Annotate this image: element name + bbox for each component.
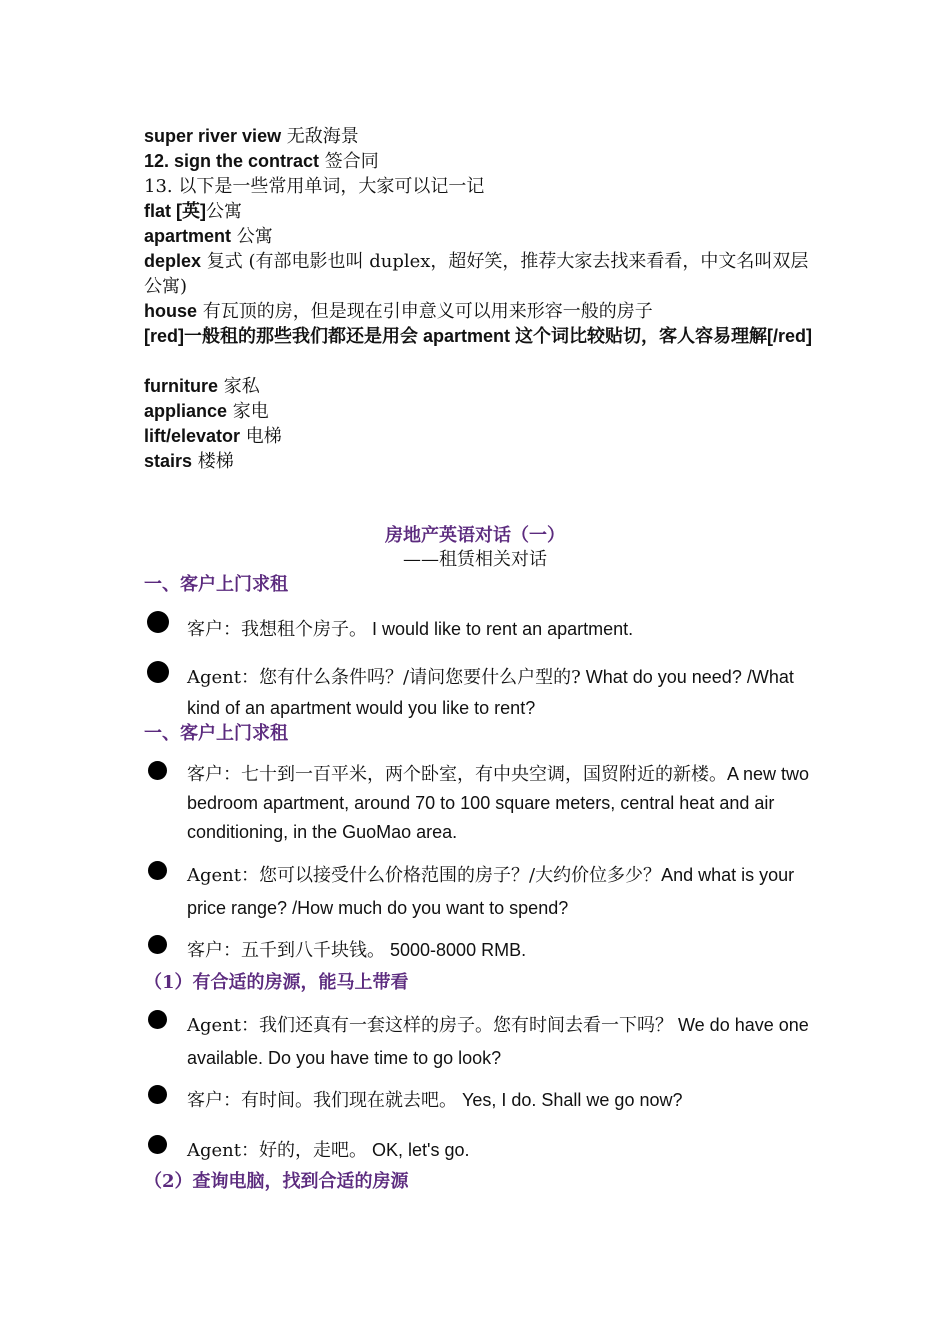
dialogue-en: A new two bedroom apartment, around 70 to 100 square meters, central heat and air conditioning, in the GuoMao area. (187, 764, 810, 842)
vocab-line (144, 224, 814, 249)
dialogue-line (187, 859, 812, 925)
term: flat [英] (144, 201, 206, 221)
term: house (144, 301, 198, 321)
definition: 有瓦顶的房，但是现在引申意义可以用来形容一般的房子 (197, 301, 653, 322)
dialogue-zh: 客户：五千到八千块钱。 (187, 940, 385, 961)
dialogue-en: 5000-8000 RMB. (385, 940, 527, 960)
definition: 公寓 (231, 226, 273, 247)
section-heading: 一、客户上门求租 (144, 574, 288, 595)
bullet-icon (148, 1010, 167, 1029)
bullet-icon (148, 935, 167, 954)
dialogue-zh: Agent：我们还真有一套这样的房子。您有时间去看一下吗？ (187, 1015, 673, 1036)
term: stairs (144, 451, 193, 471)
bullet-icon (148, 761, 167, 780)
dialogue-title: 房地产英语对话（一） (385, 525, 565, 546)
vocab-line (144, 124, 814, 149)
definition: 楼梯 (192, 451, 234, 472)
section-heading: 一、客户上门求租 (144, 723, 288, 744)
term: appliance (144, 401, 228, 421)
dialogue-zh: 客户：七十到一百平米，两个卧室，有中央空调，国贸附近的新楼。 (187, 764, 727, 785)
bullet-icon (147, 611, 169, 633)
bullet-icon (148, 1085, 167, 1104)
dialogue-zh: Agent：您有什么条件吗？/请问您要什么户型的? (187, 667, 581, 688)
vocab-line (144, 399, 814, 424)
definition: 无敌海景 (281, 126, 359, 147)
term: super river view (144, 126, 282, 146)
term: furniture (144, 376, 218, 396)
dialogue-zh: 客户：我想租个房子。 (187, 619, 367, 640)
dialogue-zh: Agent：您可以接受什么价格范围的房子？/大约价位多少？ (187, 865, 662, 886)
vocab-heading: 13. 以下是一些常用单词，大家可以记一记 (144, 176, 485, 197)
section-heading: （2）查询电脑，找到合适的房源 (144, 1171, 409, 1192)
bullet-icon (148, 861, 167, 880)
dialogue-en: I would like to rent an apartment. (367, 619, 634, 639)
vocab-line (144, 424, 814, 449)
vocab-line (144, 199, 814, 224)
dialogue-line (187, 1134, 812, 1167)
definition: 家电 (227, 401, 269, 422)
dialogue-line (187, 760, 812, 847)
dialogue-subtitle: ——租赁相关对话 (403, 549, 547, 570)
vocab-note: [red]一般租的那些我们都还是用会 apartment 这个词比较贴切，客人容易理解[/red] (144, 326, 813, 346)
definition: 电梯 (240, 426, 282, 447)
dialogue-en: We do have one available. Do you have time to go look? (187, 1015, 809, 1068)
bullet-icon (147, 661, 169, 683)
dialogue-zh: Agent：好的，走吧。 (187, 1140, 367, 1161)
term: 12. sign the contract (144, 151, 320, 171)
dialogue-line (187, 662, 812, 724)
term: apartment (144, 226, 232, 246)
definition: 家私 (218, 376, 260, 397)
definition: 公寓 (206, 201, 242, 222)
dialogue-en: Yes, I do. Shall we go now? (457, 1090, 683, 1110)
bullet-icon (148, 1135, 167, 1154)
vocab-line (144, 149, 814, 174)
dialogue-line (187, 613, 812, 646)
section-heading: （1）有合适的房源，能马上带看 (144, 972, 409, 993)
term: deplex (144, 251, 202, 271)
vocab-line (144, 374, 814, 399)
dialogue-line (187, 1009, 812, 1075)
dialogue-en: OK, let's go. (367, 1140, 470, 1160)
dialogue-line (187, 934, 812, 967)
vocab-line (144, 449, 814, 474)
definition: 签合同 (319, 151, 379, 172)
term: lift/elevator (144, 426, 241, 446)
vocab-line (144, 299, 814, 324)
vocab-line (144, 249, 814, 299)
definition: 复式 (有部电影也叫 duplex，超好笑，推荐大家去找来看看，中文名叫双层公寓) (144, 251, 809, 297)
dialogue-en: And what is your price range? /How much do you want to spend? (187, 865, 795, 918)
dialogue-en: What do you need? /What kind of an apartment would you like to rent? (187, 667, 794, 718)
dialogue-zh: 客户：有时间。我们现在就去吧。 (187, 1090, 457, 1111)
dialogue-line (187, 1084, 812, 1117)
